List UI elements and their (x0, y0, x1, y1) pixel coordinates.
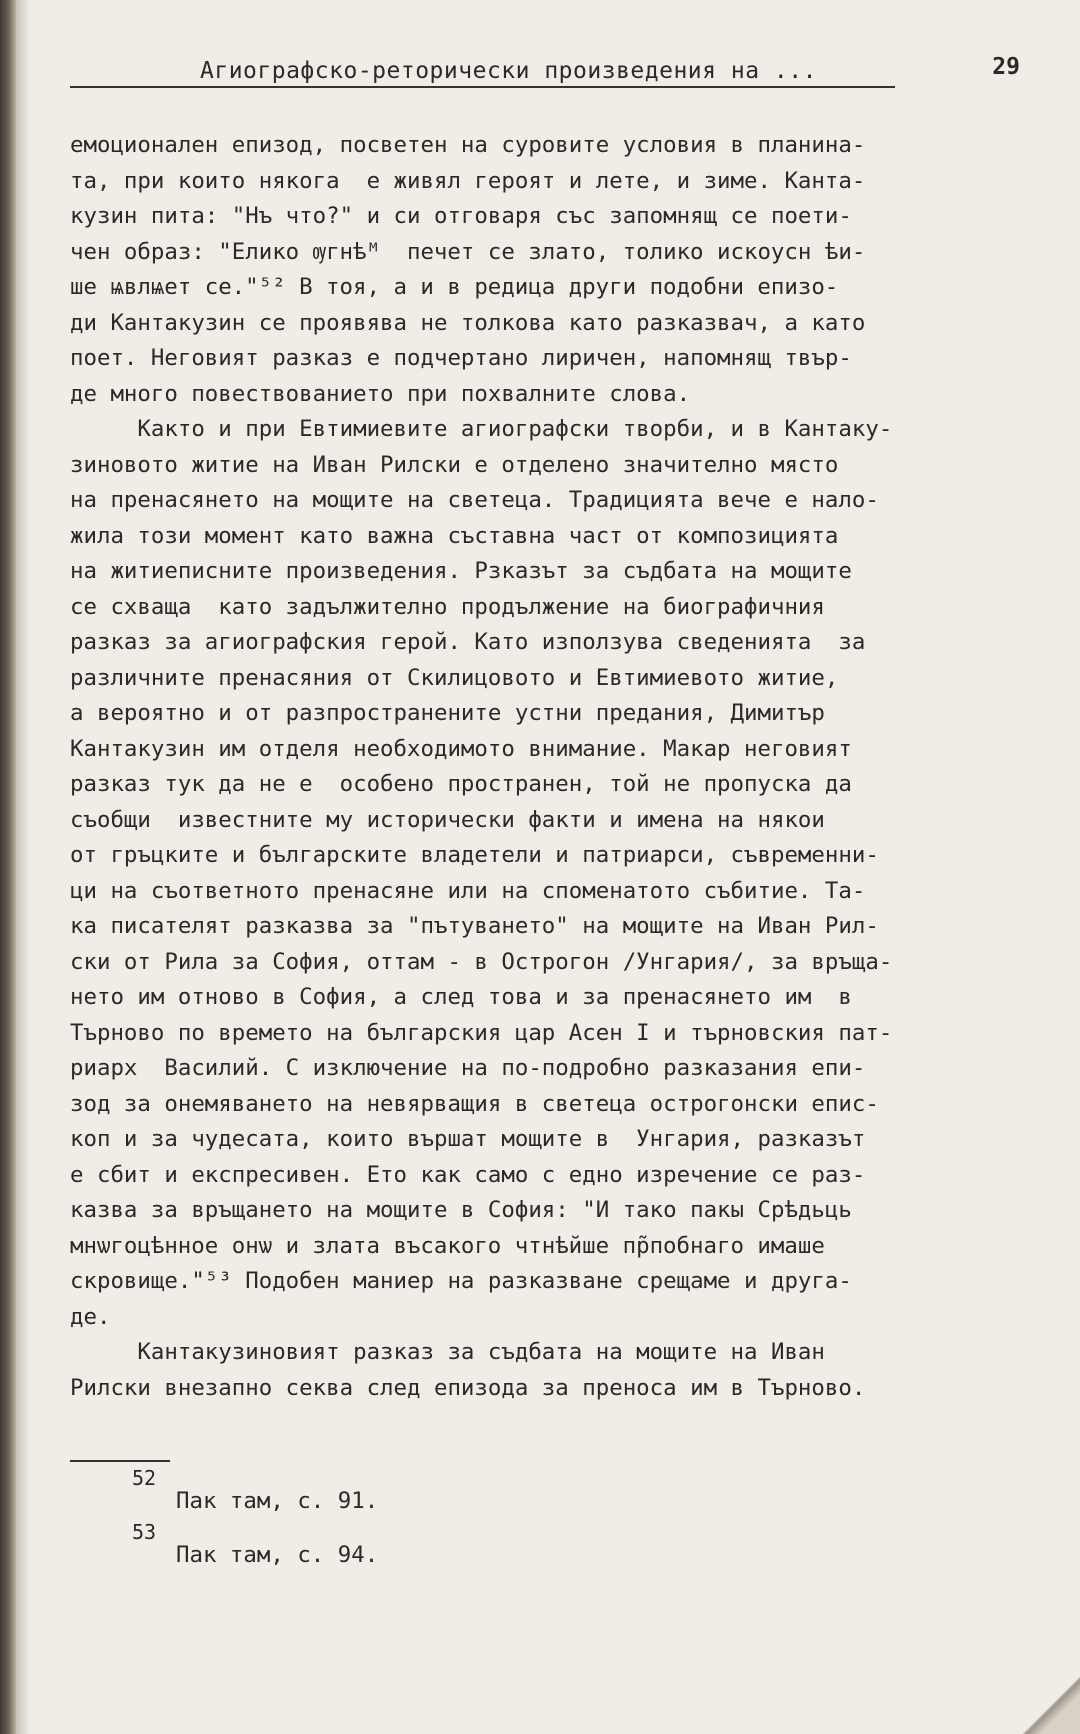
text-line: ше ѩвлѩет се."⁵² В тоя, а и в редица други подобни епизо- (70, 274, 839, 300)
text-line: де много повествованието при похвалните слова. (70, 380, 691, 407)
text-line: от гръцките и българските владетели и патриарси, съвременни- (70, 842, 879, 868)
text-line: зод за онемяването на невярващия в светеца острогонски епис- (70, 1090, 879, 1117)
text-line: зиновото житие на Иван Рилски е отделено значително място (70, 451, 839, 478)
page-header (70, 50, 1020, 90)
text-line: мнѡгоцѣнное онѡ и злата въсакого чтнѣйше пр̃побнаго имаше (70, 1232, 825, 1259)
footnote-number: 53 (132, 1520, 157, 1544)
text-line: Както и при Евтимиевите агиографски творби, и в Кантаку- (70, 416, 893, 442)
text-line: ци на съответното пренасяне или на споменатото събитие. Та- (70, 877, 866, 904)
text-line: Кантакузин им отделя необходимото внимание. Макар неговият (70, 735, 852, 762)
text-line: Рилски внезапно секва след епизода за преноса им в Търново. (70, 1374, 866, 1401)
gutter-shadow (16, 0, 30, 1734)
text-line: жила този момент като важна съставна част от композицията (70, 522, 839, 549)
page-corner-fold (1020, 1664, 1080, 1734)
text-line: ди Кантакузин се проявява не толкова като разказвач, а като (70, 309, 866, 336)
running-title: Агиографско-реторически произведения на ... (200, 58, 817, 84)
text-line: ски от Рила за София, оттам - в Острогон /Унгария/, за връща- (70, 948, 893, 975)
text-line: разказ тук да не е особено пространен, той не пропуска да (70, 771, 852, 797)
text-line: различните пренасяния от Скилицовото и Евтимиевото житие, (70, 664, 839, 691)
book-spine-shadow (0, 0, 16, 1734)
text-line: нето им отново в София, а след това и за пренасянето им в (70, 984, 852, 1010)
text-line: разказ за агиографския герой. Като използува сведенията за (70, 629, 866, 655)
text-line: де. (70, 1303, 111, 1330)
text-line: Кантакузиновият разказ за съдбата на мощите на Иван (70, 1339, 825, 1365)
text-line: е сбит и експресивен. Ето как само с едно изречение се раз- (70, 1161, 866, 1188)
footnotes (132, 1466, 732, 1574)
text-line: а вероятно и от разпространените устни предания, Димитър (70, 700, 825, 726)
text-line: та, при които някога е живял героят и лете, и зиме. Канта- (70, 167, 866, 194)
footnote-text: Пак там, с. 94. (176, 1542, 379, 1568)
text-line: коп и за чудесата, които вършат мощите в Унгария, разказът (70, 1126, 866, 1152)
text-line: се схваща като задължително продължение на биографичния (70, 593, 825, 620)
text-line: Търново по времето на българския цар Асен I и търновския пат- (70, 1019, 893, 1046)
footnote-number: 52 (132, 1466, 157, 1490)
text-line: кузин пита: "Нъ что?" и си отговаря със запомнящ се поети- (70, 203, 852, 229)
page-number: 29 (992, 54, 1020, 80)
body-text (70, 128, 1040, 1406)
text-line: на житиеписните произведения. Рзказът за съдбата на мощите (70, 558, 852, 584)
footnote-text: Пак там, с. 91. (176, 1488, 379, 1514)
header-rule (70, 86, 895, 88)
text-line: на пренасянето на мощите на светеца. Традицията вече е нало- (70, 487, 879, 513)
footnote-53 (132, 1520, 732, 1574)
text-line: риарх Василий. С изключение на по-подробно разказания епи- (70, 1055, 866, 1081)
text-line: поет. Неговият разказ е подчертано лиричен, напомнящ твър- (70, 345, 852, 371)
footnote-separator (70, 1460, 170, 1462)
text-line: чен образ: "Елико ѹгнѣᴹ печет се злато, толико искоусн ѣи- (70, 238, 866, 265)
text-line: скровище."⁵³ Подобен маниер на разказване срещаме и друга- (70, 1268, 852, 1294)
text-line: емоционален епизод, посветен на суровите условия в планина- (70, 132, 866, 158)
text-line: съобщи известните му исторически факти и имена на някои (70, 806, 825, 833)
footnote-52 (132, 1466, 732, 1520)
text-line: казва за връщането на мощите в София: "И тако пакы Срѣдьць (70, 1197, 852, 1223)
text-line: ка писателят разказва за "пътуването" на мощите на Иван Рил- (70, 913, 879, 939)
